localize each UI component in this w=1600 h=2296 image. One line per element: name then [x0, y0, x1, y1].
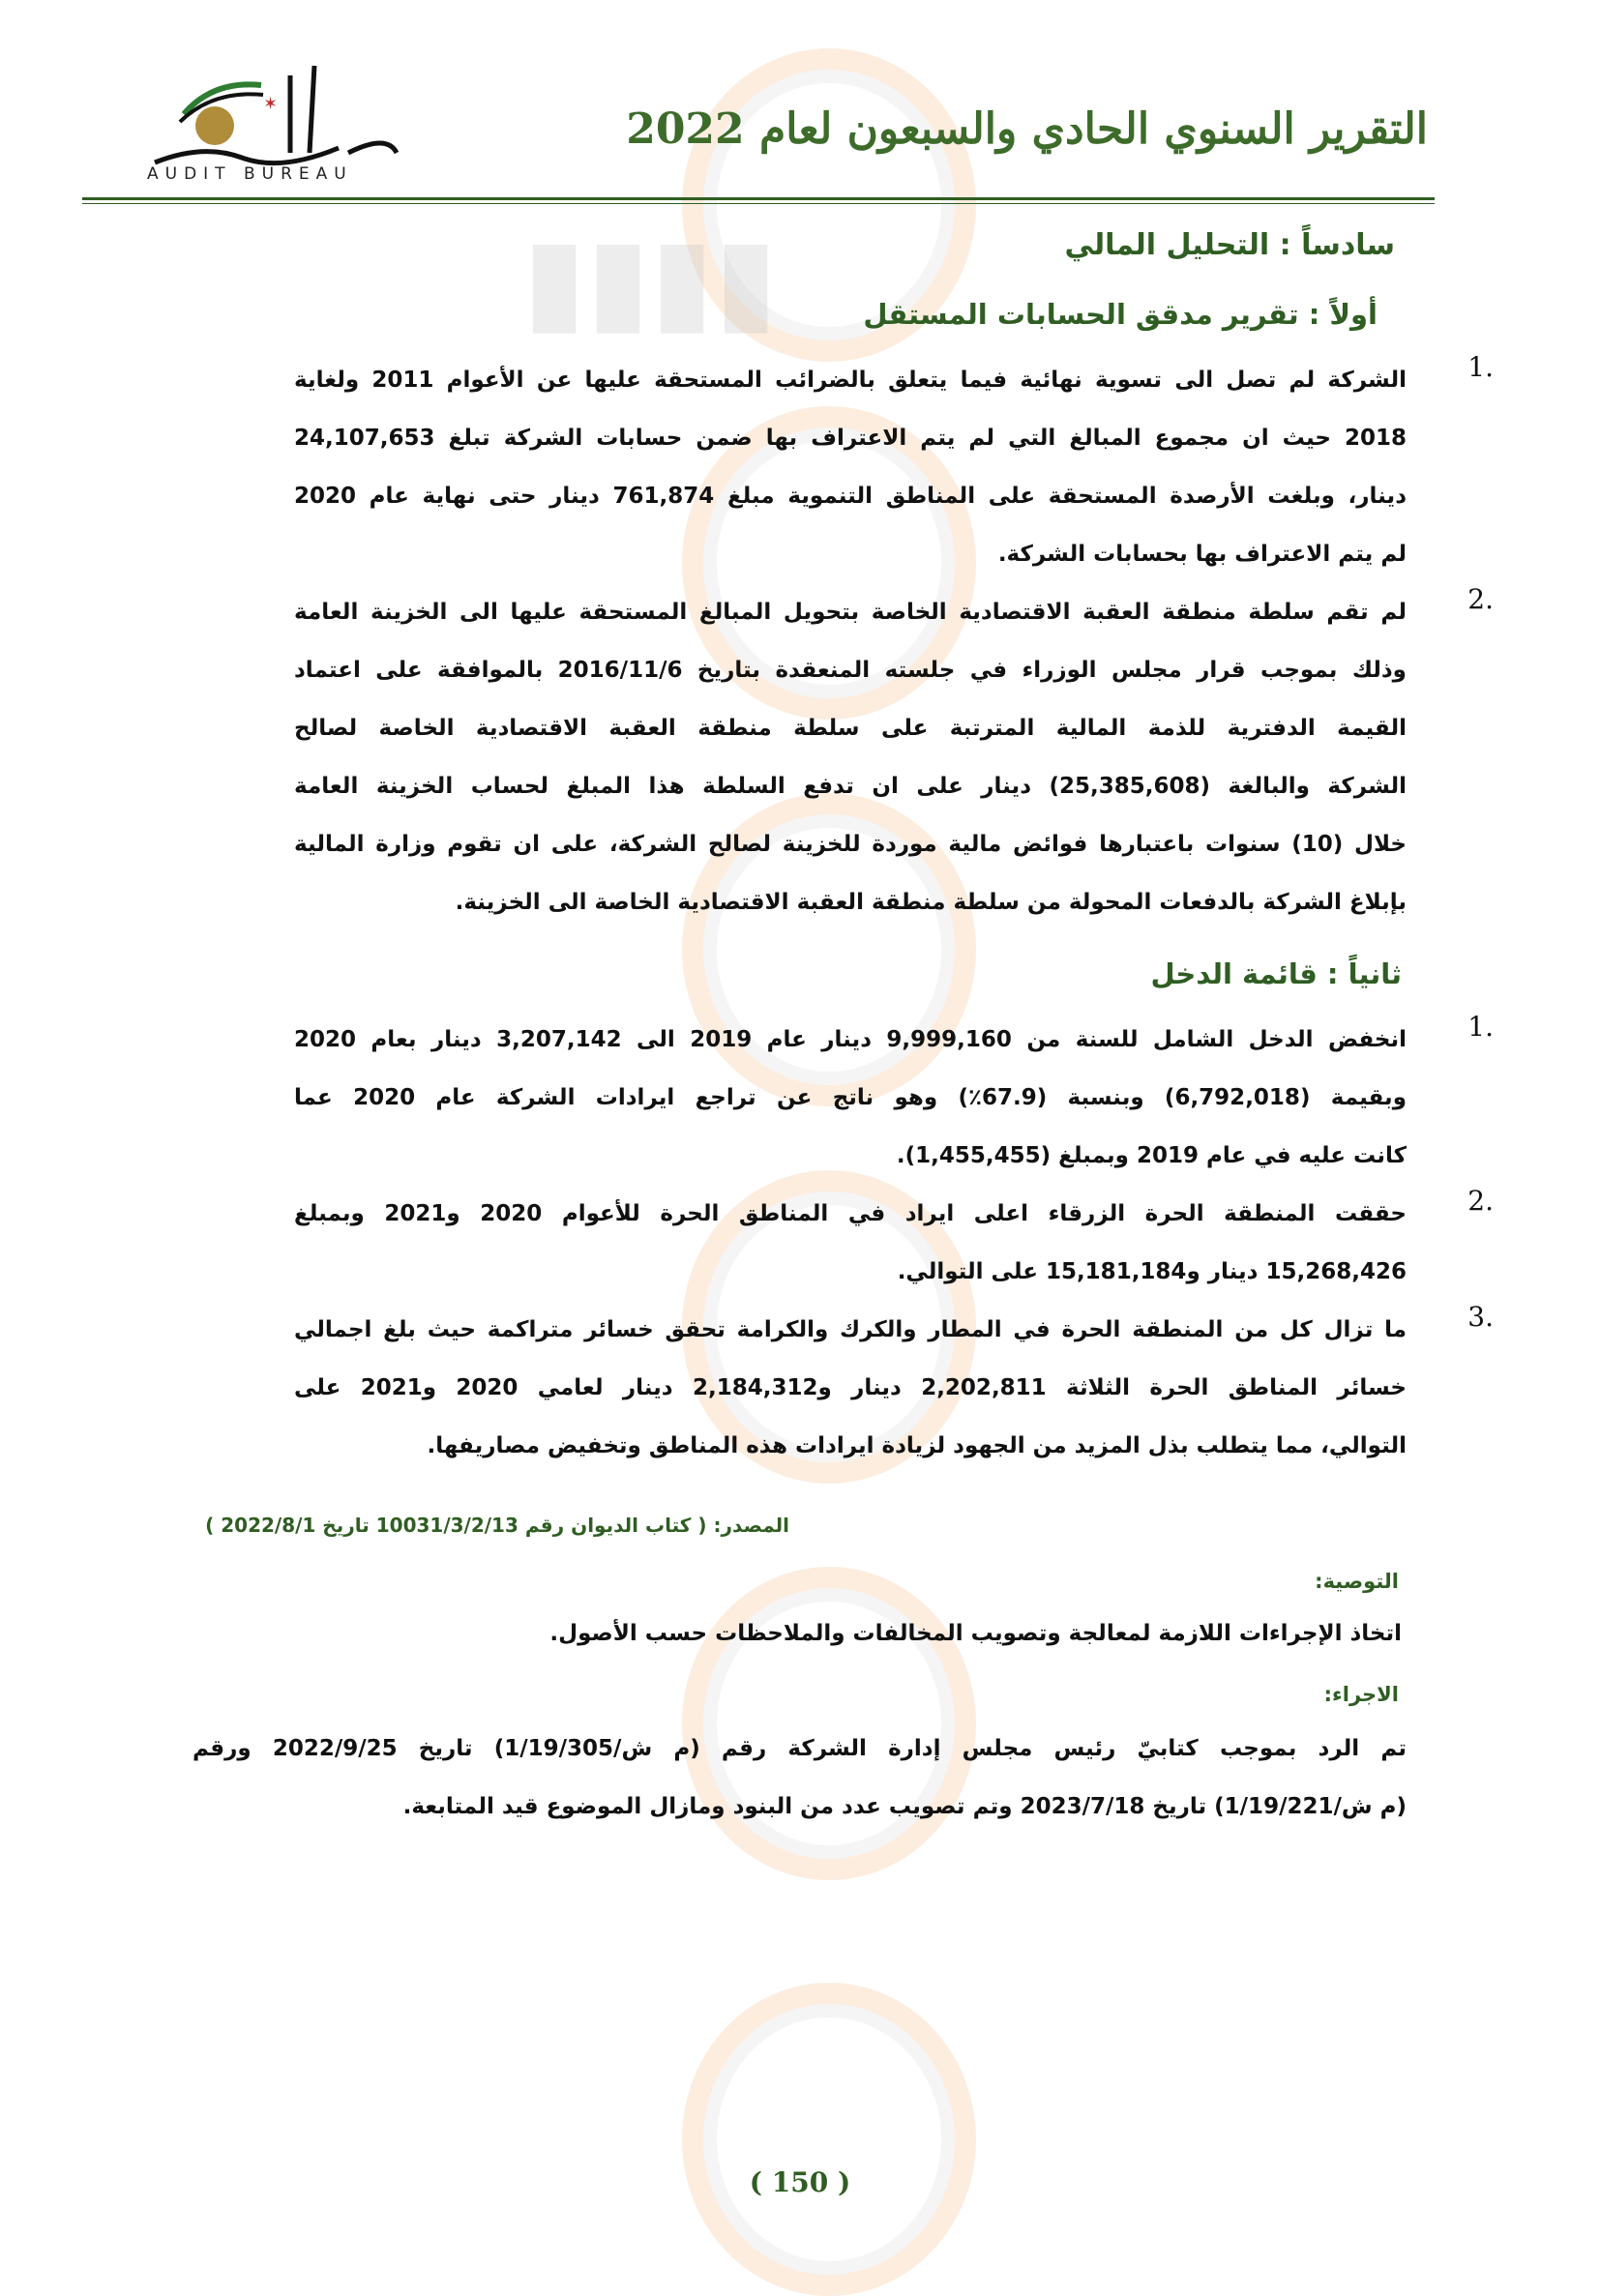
text-line: الشركة لم تصل الى تسوية نهائية فيما يتعلق بالضرائب المستحقة عليها عن الأعوام 2011 ولغاية: [294, 368, 1407, 393]
header-divider-thin: [82, 203, 1435, 204]
text-line: خسائر المناطق الحرة الثلاثة 2,202,811 دينار و2,184,312 دينار لعامي 2020 و2021 على: [294, 1375, 1407, 1400]
item-number: 1.: [1467, 351, 1494, 383]
text-line: حققت المنطقة الحرة الزرقاء اعلى ايراد في المناطق الحرة للأعوام 2020 و2021 وبمبلغ: [294, 1201, 1407, 1226]
list-item: [294, 1011, 1494, 1185]
recommendation-label: التوصية:: [1315, 1570, 1399, 1593]
text-line: 15,268,426 دينار و15,181,184 على التوالي.: [897, 1259, 1407, 1284]
text-line: وذلك بموجب قرار مجلس الوزراء في جلسته المنعقدة بتاريخ 2016/11/6 بالموافقة على اعتماد: [294, 658, 1407, 683]
watermark-clock-icon: [682, 1983, 976, 2296]
income-findings-list: [294, 1011, 1494, 1475]
watermark-logo: ▮▮▮▮: [522, 213, 779, 347]
text-line: بإبلاغ الشركة بالدفعات المحولة من سلطة منطقة العقبة الاقتصادية الخاصة الى الخزينة.: [455, 890, 1407, 915]
logo-english-text: AUDIT BUREAU: [147, 164, 353, 184]
text-line: 2018 حيث ان مجموع المبالغ التي لم يتم الاعتراف بها ضمن حسابات الشركة تبلغ 24,107,653: [294, 426, 1407, 451]
text-line: كانت عليه في عام 2019 وبمبلغ (1,455,455).: [896, 1143, 1407, 1168]
report-title: التقرير السنوي الحادي والسبعون لعام 2022: [626, 104, 1428, 154]
action-text: [193, 1720, 1407, 1836]
header-divider: [82, 197, 1435, 200]
auditor-findings-list: [294, 351, 1494, 931]
text-line: ما تزال كل من المنطقة الحرة في المطار والكرك والكرامة تحقق خسائر متراكمة حيث بلغ اجمالي: [294, 1317, 1407, 1342]
text-line: (م ش/1/19/221) تاريخ 2023/7/18 وتم تصويب عدد من البنود ومازال الموضوع قيد المتابعة.: [402, 1794, 1407, 1819]
text-line: الشركة والبالغة (25,385,608) دينار على ان تدفع السلطة هذا المبلغ لحساب الخزينة العامة: [294, 774, 1407, 799]
item-number: 2.: [1467, 1185, 1494, 1217]
item-number: 3.: [1467, 1301, 1494, 1333]
text-line: خلال (10) سنوات باعتبارها فوائض مالية موردة للخزينة لصالح الشركة، على ان تقوم وزارة المالية: [294, 832, 1407, 857]
text-line: تم الرد بموجب كتابيّ رئيس مجلس إدارة الشركة رقم (م ش/1/19/305) تاريخ 2022/9/25 ورقم: [193, 1736, 1407, 1761]
list-item: [294, 1301, 1494, 1475]
item-number: 1.: [1467, 1011, 1494, 1043]
action-label: الاجراء:: [1323, 1683, 1399, 1706]
list-item: [294, 351, 1494, 583]
list-item: [294, 1185, 1494, 1301]
text-line: التوالي، مما يتطلب بذل المزيد من الجهود لزيادة ايرادات هذه المناطق وتخفيض مصاريفها.: [427, 1433, 1407, 1458]
page-number: ( 150 ): [749, 2166, 851, 2198]
auditor-report-heading: أولاً : تقرير مدقق الحسابات المستقل: [863, 298, 1378, 331]
text-line: وبقيمة (6,792,018) وبنسبة (67.9٪) وهو ناتج عن تراجع ايرادات الشركة عام 2020 عما: [294, 1085, 1407, 1110]
list-item: [294, 583, 1494, 931]
recommendation-text: اتخاذ الإجراءات اللازمة لمعالجة وتصويب المخالفات والملاحظات حسب الأصول.: [549, 1621, 1402, 1646]
item-number: 2.: [1467, 583, 1494, 615]
source-citation: المصدر: ( كتاب الديوان رقم 10031/3/2/13 تاريخ 2022/8/1 ): [205, 1514, 789, 1537]
svg-text:✶: ✶: [263, 94, 279, 114]
text-line: لم تقم سلطة منطقة العقبة الاقتصادية الخاصة بتحويل المبالغ المستحقة عليها الى الخزينة العامة: [294, 600, 1407, 625]
text-line: دينار، وبلغت الأرصدة المستحقة على المناطق التنموية مبلغ 761,874 دينار حتى نهاية عام 2020: [294, 484, 1407, 509]
text-line: القيمة الدفترية للذمة المالية المترتبة على سلطة منطقة العقبة الاقتصادية الخاصة لصالح: [294, 716, 1407, 741]
income-statement-heading: ثانياً : قائمة الدخل: [1150, 957, 1402, 990]
text-line: انخفض الدخل الشامل للسنة من 9,999,160 دينار عام 2019 الى 3,207,142 دينار بعام 2020: [294, 1027, 1407, 1052]
section-heading: سادساً : التحليل المالي: [1064, 228, 1395, 262]
text-line: لم يتم الاعتراف بها بحسابات الشركة.: [997, 542, 1407, 567]
